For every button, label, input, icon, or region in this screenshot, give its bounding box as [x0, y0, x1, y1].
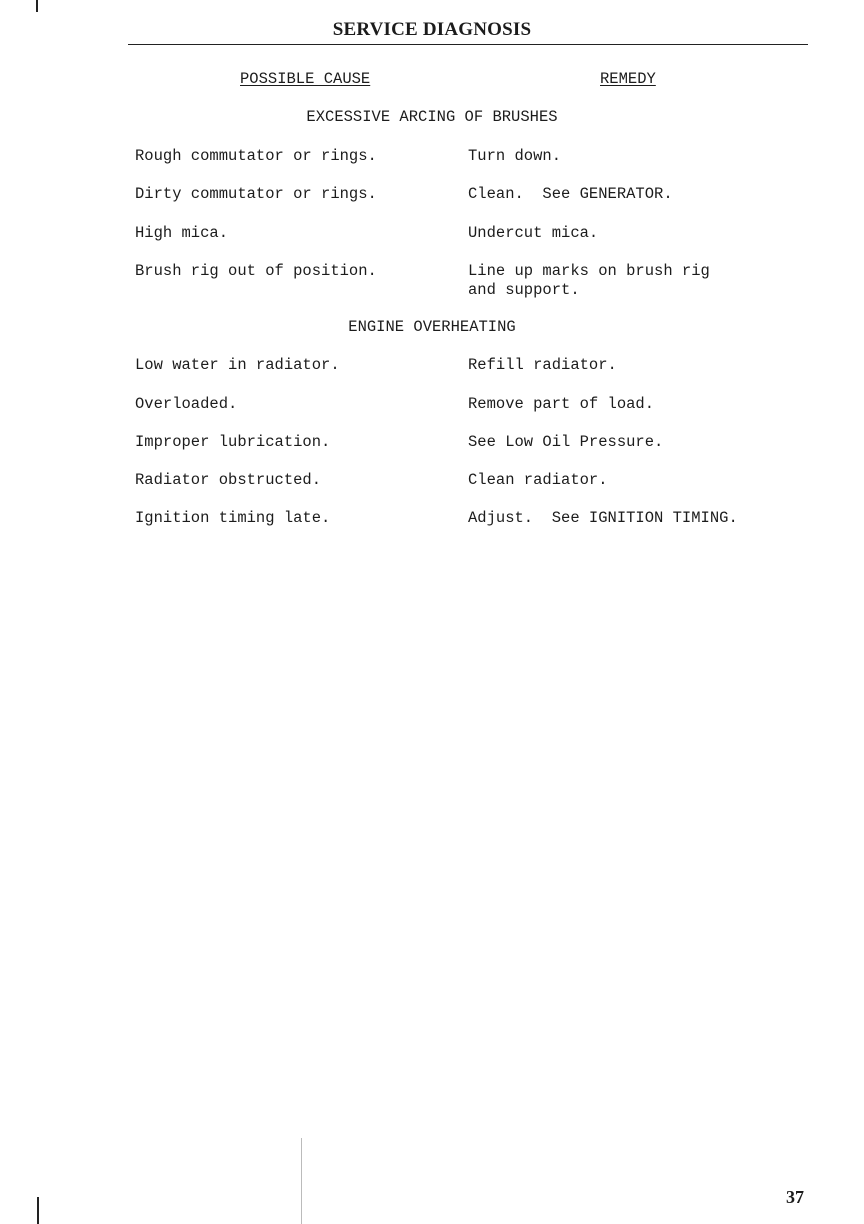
- cause-item: Low water in radiator.: [135, 356, 340, 374]
- scan-margin-mark-bottom: [37, 1197, 39, 1224]
- cause-column-heading: POSSIBLE CAUSE: [240, 70, 371, 88]
- cause-item: Radiator obstructed.: [135, 471, 322, 489]
- cause-item: Ignition timing late.: [135, 509, 331, 527]
- cause-item: Improper lubrication.: [135, 433, 331, 451]
- remedy-item: Turn down.: [468, 147, 562, 165]
- page-title: SERVICE DIAGNOSIS: [332, 19, 532, 40]
- remedy-item: Refill radiator.: [468, 356, 617, 374]
- cause-item: High mica.: [135, 224, 229, 242]
- remedy-item-continuation: and support.: [468, 281, 580, 299]
- cause-item: Dirty commutator or rings.: [135, 185, 377, 203]
- remedy-column-heading: REMEDY: [600, 70, 656, 88]
- remedy-item: Clean radiator.: [468, 471, 608, 489]
- remedy-item: Clean. See GENERATOR.: [468, 185, 673, 203]
- remedy-item: Remove part of load.: [468, 395, 655, 413]
- cause-item: Brush rig out of position.: [135, 262, 377, 280]
- page-number: 37: [786, 1187, 804, 1207]
- remedy-item: Line up marks on brush rig: [468, 262, 710, 280]
- scan-margin-mark-top: [36, 0, 38, 12]
- cause-item: Overloaded.: [135, 395, 238, 413]
- remedy-item: Adjust. See IGNITION TIMING.: [468, 509, 738, 527]
- remedy-item: See Low Oil Pressure.: [468, 433, 664, 451]
- remedy-item: Undercut mica.: [468, 224, 599, 242]
- scan-fold-line: [301, 1138, 302, 1224]
- section-title-overheating: ENGINE OVERHEATING: [348, 318, 516, 336]
- header-rule: [128, 44, 808, 45]
- cause-item: Rough commutator or rings.: [135, 147, 377, 165]
- section-title-arcing: EXCESSIVE ARCING OF BRUSHES: [306, 108, 558, 126]
